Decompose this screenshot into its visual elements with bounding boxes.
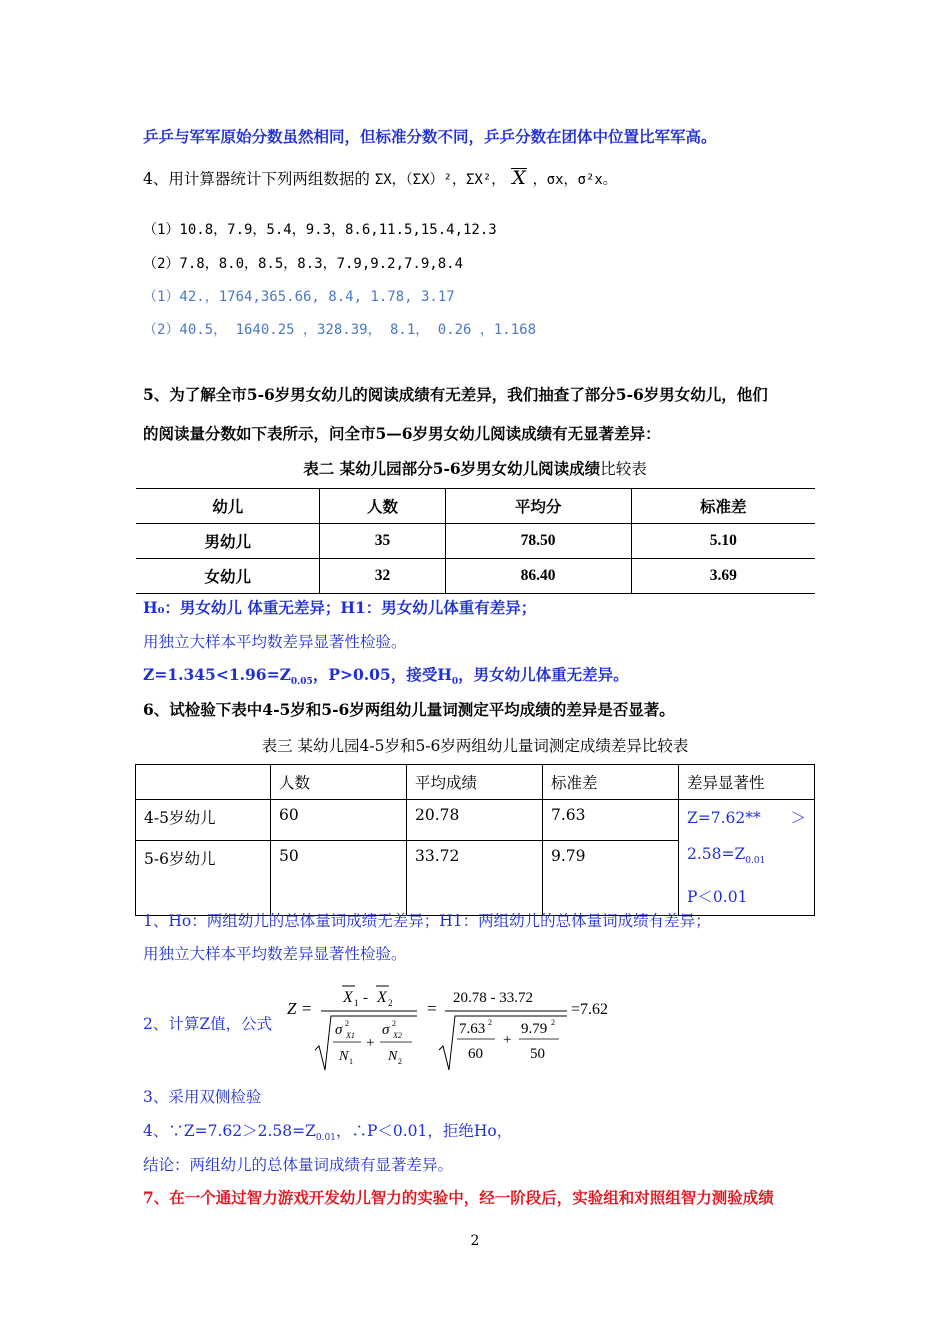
page-number: 2 [470,1233,480,1249]
formula-x2-sub: 2 [388,998,393,1008]
table-row [136,524,815,559]
formula-numeric-numerator: 20.78 - 33.72 [453,990,533,1006]
table2-header-count: 人数 [320,489,445,524]
data-row-2: （2）7.8，8.0，8.5，8.3，7.9,9.2,7.9,8.4 [143,256,464,272]
table3-header-blank [136,765,271,800]
step-2: 2、计算Z值，公式 [143,1015,273,1033]
step-4-z: 4、∵Z=7.62＞2.58=Z [143,1122,316,1140]
table-row [136,489,815,524]
table3-cell: 50 [271,840,407,915]
formula-minus: - [363,990,368,1006]
table2-cell: 男幼儿 [136,524,320,559]
table3-cell: 60 [271,800,407,841]
formula-plus: + [366,1035,375,1051]
formula-sigma2-sup: 2 [392,1019,396,1028]
sig-line-2 [687,836,806,879]
table3-cell: 4-5岁幼儿 [136,800,271,841]
formula-numeric-plus: + [503,1032,512,1048]
method-q5: 用独立大样本平均数差异显著性检验。 [143,633,407,651]
formula-d1: 60 [468,1046,483,1062]
formula-v2: 9.79 [521,1021,548,1037]
answer-row-2: （2）40.5， 1640.25 ，328.39， 8.1， 0.26 ，1.168 [143,322,537,338]
table2-cell: 32 [320,559,445,594]
table3-header-mean: 平均成绩 [407,765,543,800]
table3-cell: 20.78 [407,800,543,841]
table3-cell: 5-6岁幼儿 [136,840,271,915]
step-4-decision: ，∴P＜0.01，拒绝Ho， [335,1122,513,1140]
table2-header-sd: 标准差 [631,489,815,524]
answer-row-1: （1）42.，1764,365.66, 8.4, 1.78, 3.17 [143,289,455,305]
hypothesis-q5: H₀：男女幼儿 体重无差异；H1：男女幼儿体重有差异； [143,598,537,617]
sig-line-3: P＜0.01 [687,888,748,907]
table2-header-child: 幼儿 [136,489,320,524]
question-6: 6、试检验下表中4-5岁和5-6岁两组幼儿量词测定平均成绩的差异是否显著。 [143,700,675,719]
table3 [135,764,815,916]
formula-x1: X [343,989,353,1006]
sig-line-1 [687,800,806,836]
formula-d2: 50 [530,1046,545,1062]
formula-sigma2: σ [382,1022,390,1038]
table2-header-mean: 平均分 [445,489,631,524]
sig-z: Z=7.62** [687,809,761,827]
table3-header-significance: 差异显著性 [679,765,815,800]
question-4 [143,168,617,190]
table2-cell: 86.40 [445,559,631,594]
sig-gt: ＞ [790,809,806,827]
question-5-line-1: 5、为了解全市5-6岁男女幼儿的阅读成绩有无差异，我们抽查了部分5-6岁男女幼儿，他们 [143,385,768,404]
formula-x1-sub: 1 [354,998,359,1008]
table-row [136,559,815,594]
formula-lhs: Z = [287,999,313,1018]
result-q5-p: ，P>0.05，接受H [312,665,452,684]
table2-cell: 5.10 [631,524,815,559]
sig-critical: 2.58=Z [687,845,746,863]
q4-stats: ΣX，（ΣX）²，ΣX²， [374,172,506,188]
result-q5-conclusion: ，男女幼儿体重无差异。 [458,665,629,684]
table3-cell: 33.72 [407,840,543,915]
result-q5-z: Z=1.345<1.96=Z [143,665,291,684]
table2-caption [0,457,950,479]
formula-sigma2-sub: X2 [393,1031,402,1040]
table2-cell: 35 [320,524,445,559]
formula-n1: N [339,1049,349,1064]
table2-cell: 3.69 [631,559,815,594]
q4-prefix: 4、用计算器统计下列两组数据的 [143,170,370,188]
table2 [136,488,815,594]
formula-sigma1-sub: X1 [346,1031,355,1040]
formula-v1: 7.63 [459,1021,486,1037]
question-5-line-2: 的阅读量分数如下表所示，问全市5—6岁男女幼儿阅读成绩有无显著差异： [143,424,661,443]
formula-x2: X [377,989,387,1006]
table-row [136,765,815,800]
formula-sigma1-sup: 2 [345,1019,349,1028]
formula-result: =7.62 [571,1001,609,1018]
formula-n2: N [388,1049,398,1064]
z-formula [285,980,665,1075]
table3-cell: 7.63 [543,800,679,841]
xbar-overline [511,168,527,169]
table3-caption: 表三 某幼儿园4-5岁和5-6岁两组幼儿量词测定成绩差异比较表 [261,737,689,755]
formula-v2-sup: 2 [551,1018,555,1027]
step-1: 1、Ho：两组幼儿的总体量词成绩无差异；H1：两组幼儿的总体量词成绩有差异； [143,912,711,930]
paragraph-conclusion-q3: 乒乒与军军原始分数虽然相同，但标准分数不同，乒乒分数在团体中位置比军军高。 [143,127,717,146]
step-4-sub: 0.01 [315,1133,336,1144]
sig-critical-sub: 0.01 [745,856,766,867]
q4-tail: ，σx，σ²x。 [532,172,617,188]
step-4 [143,1121,512,1148]
result-q5-sub: 0.05 [290,677,313,688]
result-q5-sub2: 0 [451,677,459,688]
formula-n2-sub: 2 [398,1057,402,1066]
table3-cell: 9.79 [543,840,679,915]
step-3: 3、采用双侧检验 [143,1088,262,1106]
table3-header-sd: 标准差 [543,765,679,800]
table2-caption-bold: 表二 某幼儿园部分5-6岁男女幼儿阅读成绩 [303,459,601,478]
table2-cell: 78.50 [445,524,631,559]
formula-v1-sup: 2 [488,1018,492,1027]
result-q5 [143,665,629,692]
formula-sigma1: σ [335,1022,343,1038]
table2-cell: 女幼儿 [136,559,320,594]
table-row [136,800,815,841]
formula-n1-sub: 1 [349,1057,353,1066]
conclusion-q6: 结论：两组幼儿的总体量词成绩有显著差异。 [143,1156,454,1174]
table3-significance-cell [679,800,815,916]
formula-eq: = [427,999,437,1018]
table3-header-count: 人数 [271,765,407,800]
xbar-letter: X [512,167,526,189]
question-7: 7、在一个通过智力游戏开发幼儿智力的实验中，经一阶段后，实验组和对照组智力测验成绩 [143,1188,774,1207]
data-row-1: （1）10.8，7.9，5.4，9.3，8.6,11.5,15.4,12.3 [143,222,497,238]
q4-xbar [510,168,528,188]
table2-caption-rest: 比较表 [600,460,647,478]
step-1-method: 用独立大样本平均数差异显著性检验。 [143,945,407,963]
